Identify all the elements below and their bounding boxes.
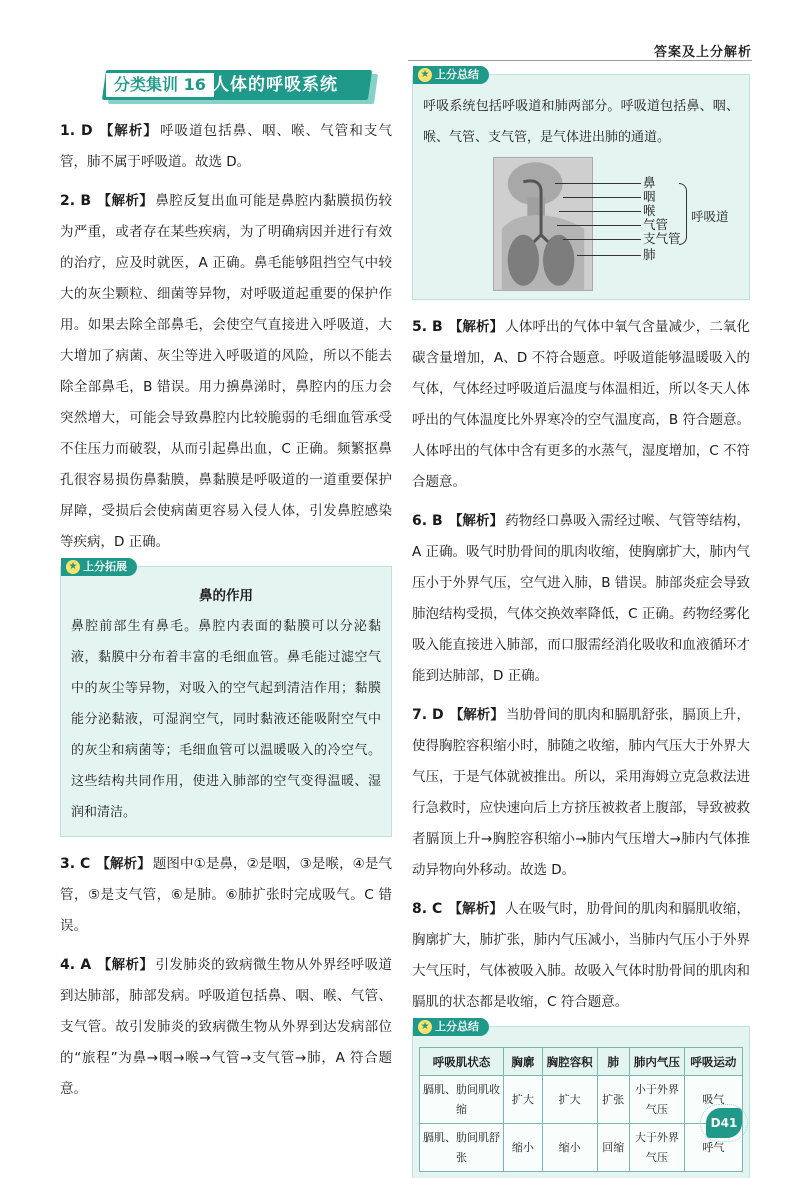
table-cell: 小于外界气压 [629, 1076, 684, 1124]
right-column [412, 70, 750, 1178]
breathing-table [419, 1047, 743, 1172]
answer-number: 5. B [412, 319, 443, 335]
answer-5 [412, 312, 750, 498]
answer-6 [412, 506, 750, 692]
answer-keyword: 【解析】 [97, 193, 154, 209]
label-line [555, 183, 641, 184]
label-line [557, 225, 641, 226]
respiratory-system-illustration [493, 157, 593, 291]
table-header-cell: 肺 [597, 1048, 629, 1076]
summary-box-1 [412, 68, 750, 300]
table-header-cell: 肺内气压 [629, 1048, 684, 1076]
answer-keyword: 【解析】 [98, 123, 158, 139]
expand-box-tag-label: 上分拓展 [83, 560, 127, 573]
answer-7 [412, 700, 750, 886]
answer-keyword: 【解析】 [449, 707, 504, 723]
expand-box-text: 鼻腔前部生有鼻毛。鼻腔内表面的黏膜可以分泌黏液，黏膜中分布着丰富的毛细血管。鼻毛能过滤空气中的灰尘等异物，对吸入的空气起到清洁作用；黏膜能分泌黏液，可湿润空气，同时黏液还能吸附空气中的灰尘和病菌等；毛细血管可以温暖吸入的冷空气。这些结构共同作用，使进入肺部的空气变得温暖、湿润和清洁。 [71, 619, 381, 820]
table-cell: 膈肌、肋间肌收缩 [420, 1076, 504, 1124]
answer-text: 鼻腔反复出血可能是鼻腔内黏膜损伤较为严重，或者存在某些疾病，为了明确病因并进行有效的治疗，应及时就医，A 正确。鼻毛能够阻挡空气中较大的灰尘颗粒、细菌等异物，对呼吸道起重要的保护作用。如果去除全部鼻毛，会使空气直接进入呼吸道，大大增加了病菌、灰尘等进入呼吸道的风险，所以不能去除全部鼻毛，B 错误。用力擤鼻涕时，鼻腔内的压力会突然增大，可能会导致鼻腔内比较脆弱的毛细血管承受不住压力而破裂，从而引起鼻出血，C 正确。频繁抠鼻孔很容易损伤鼻黏膜，鼻黏膜是呼吸道的一道重要保护屏障，受损后会使病菌更容易入侵人体，引发鼻腔感染等疾病，D 正确。 [60, 193, 393, 550]
answer-number: 4. A [60, 957, 92, 973]
answer-text: 呼吸道包括鼻、咽、喉、气管和支气管，肺不属于呼吸道。故选 D。 [60, 123, 392, 170]
answer-number: 8. C [412, 901, 443, 917]
label-line [577, 255, 641, 256]
answer-8 [412, 894, 750, 1018]
table-cell: 吸气 [684, 1076, 742, 1124]
answer-text: 人在吸气时，肋骨间的肌肉和膈肌收缩，胸廓扩大，肺扩张，肺内气压减小，当肺内气压小于外界大气压时，气体被吸入肺。故吸入气体时肋骨间的肌肉和膈肌的状态都是收缩，C 符合题意。 [412, 901, 751, 1010]
answer-number: 6. B [412, 513, 443, 529]
answer-keyword: 【解析】 [97, 957, 154, 973]
summary-box-2 [412, 1020, 750, 1178]
star-icon: ★ [418, 1020, 432, 1034]
answer-4 [60, 950, 392, 1105]
table-cell: 缩小 [542, 1124, 597, 1172]
diagram-label-bronchus: 支气管 [643, 231, 681, 246]
summary-box-1-tag [413, 66, 489, 84]
section-title [60, 70, 392, 102]
table-cell: 缩小 [503, 1124, 542, 1172]
left-column [60, 70, 392, 1113]
answer-text: 药物经口鼻吸入需经过喉、气管等结构，A 正确。吸气时肋骨间的肌肉收缩，使胸廓扩大，肺内气压小于外界气压，空气进入肺，B 错误。肺部炎症会导致肺泡结构受损，气体交换效率降低，C 正确。药物经雾化吸入能直接进入肺部，而口服需经消化吸收和血液循环才能到达肺部，D 正确。 [412, 513, 751, 684]
table-cell: 呼气 [684, 1124, 742, 1172]
diagram-label-nose: 鼻 [643, 175, 656, 190]
answer-text: 当肋骨间的肌肉和膈肌舒张，膈顶上升，使得胸腔容积缩小时，肺随之收缩，肺内气压大于外界大气压，于是气体就被推出。所以，采用海姆立克急救法进行急救时，应快速向后上方挤压被救者上腹部，导致被救者膈顶上升→胸腔容积缩小→肺内气压增大→肺内气体推动异物向外移动。故选 D。 [412, 707, 750, 878]
expand-box-tag [61, 558, 137, 576]
answer-number: 2. B [60, 193, 92, 209]
table-cell: 膈肌、肋间肌舒张 [420, 1124, 504, 1172]
table-header-row [420, 1048, 743, 1076]
answer-keyword: 【解析】 [448, 513, 504, 529]
left-lung-shape [508, 235, 539, 286]
table-header-cell: 胸腔容积 [542, 1048, 597, 1076]
table-cell: 大于外界气压 [629, 1124, 684, 1172]
diagram-label-lung: 肺 [643, 247, 656, 262]
right-lung-shape [543, 235, 574, 286]
summary-box-1-text: 呼吸系统包括呼吸道和肺两部分。呼吸道包括鼻、咽、喉、气管、支气管，是气体进出肺的通道。 [423, 99, 739, 145]
summary-box-2-tag-label: 上分总结 [435, 1020, 479, 1033]
summary-box-1-tag-label: 上分总结 [435, 68, 479, 81]
header-title: 答案及上分解析 [653, 45, 752, 60]
answer-keyword: 【解析】 [96, 856, 151, 872]
summary-box-2-tag [413, 1018, 489, 1036]
star-icon: ★ [418, 68, 432, 82]
diagram-label-pharynx: 咽 [643, 189, 656, 204]
answer-keyword: 【解析】 [448, 901, 503, 917]
label-line [559, 211, 641, 212]
table-cell: 扩大 [503, 1076, 542, 1124]
table-row [420, 1124, 743, 1172]
header-rule [408, 60, 752, 61]
respiratory-diagram [493, 157, 753, 291]
table-row [420, 1076, 743, 1124]
answer-3 [60, 849, 392, 942]
table-header-cell: 呼吸肌状态 [420, 1048, 504, 1076]
answer-text: 引发肺炎的致病微生物从外界经呼吸道到达肺部，肺部发病。呼吸道包括鼻、咽、喉、气管、支气管。故引发肺炎的致病微生物从外界到达发病部位的“旅程”为鼻→咽→喉→气管→支气管→肺，A 符合题意。 [60, 957, 393, 1097]
table-header-cell: 胸廓 [503, 1048, 542, 1076]
section-tag: 分类集训 16 [106, 73, 214, 97]
answer-number: 1. D [60, 123, 93, 139]
table-cell: 扩大 [542, 1076, 597, 1124]
expand-box-title: 鼻的作用 [199, 588, 253, 604]
diagram-group-label: 呼吸道 [691, 209, 729, 224]
star-icon: ★ [66, 560, 80, 574]
airway-brace [679, 183, 687, 245]
answer-number: 3. C [60, 856, 91, 872]
expand-box [60, 560, 392, 837]
answer-1 [60, 116, 392, 178]
section-label: 人体的呼吸系统 [212, 75, 338, 95]
table-cell: 回缩 [597, 1124, 629, 1172]
answer-text: 题图中①是鼻，②是咽，③是喉，④是气管，⑤是支气管，⑥是肺。⑥肺扩张时完成吸气。C 错误。 [60, 856, 392, 934]
table-cell: 扩张 [597, 1076, 629, 1124]
diagram-label-larynx: 喉 [643, 203, 656, 218]
label-line [563, 197, 641, 198]
diagram-label-trachea: 气管 [643, 217, 669, 232]
answer-number: 7. D [412, 707, 444, 723]
answer-keyword: 【解析】 [448, 319, 504, 335]
table-header-cell: 呼吸运动 [684, 1048, 742, 1076]
page-number-badge: D41 [706, 1108, 742, 1138]
label-line [563, 239, 641, 240]
answer-text: 人体呼出的气体中氧气含量减少，二氧化碳含量增加，A、D 不符合题意。呼吸道能够温暖吸入的气体，气体经过呼吸道后温度与体温相近，所以冬天人体呼出的气体温度比外界寒冷的空气温度高，B 符合题意。人体呼出的气体中含有更多的水蒸气，湿度增加，C 不符合题意。 [412, 319, 751, 490]
answer-2 [60, 186, 392, 558]
